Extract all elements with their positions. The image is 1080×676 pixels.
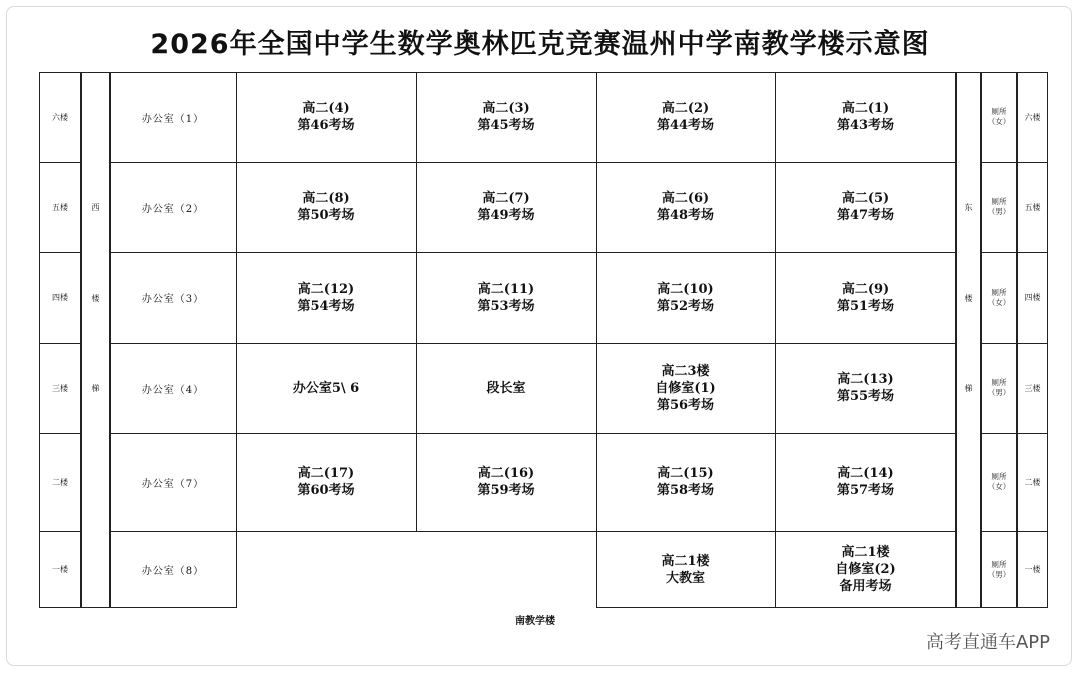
room-3f-4: 高二(13) 第55考场 <box>836 372 895 404</box>
room-2f-4: 高二(14) 第57考场 <box>836 466 895 498</box>
east-stair-char-2: 楼 <box>964 293 973 303</box>
room-6f-3: 高二(2) 第44考场 <box>656 101 715 133</box>
toilet-4f: 厕所 （女） <box>987 287 1011 307</box>
watermark: 高考直通车APP <box>925 632 1050 653</box>
room-1f-3: 高二1楼 大教室 <box>661 553 710 586</box>
east-stair-column <box>956 72 981 608</box>
toilet-6f: 厕所 （女） <box>987 107 1011 126</box>
office-4: 办公室（4） <box>141 384 205 396</box>
room-6f-4: 高二(1) 第43考场 <box>836 101 895 133</box>
room-3f-2: 段长室 <box>486 380 526 396</box>
room-2f-3: 高二(15) 第58考场 <box>656 466 715 498</box>
office-2: 办公室（2） <box>141 203 205 215</box>
toilet-5f: 厕所 （男） <box>987 197 1011 216</box>
west-stair-char-3: 梯 <box>91 383 100 393</box>
east-stair-char-1: 东 <box>964 202 973 212</box>
toilet-1f: 厕所 （男） <box>987 559 1011 579</box>
room-4f-1: 高二(12) 第54考场 <box>297 281 355 314</box>
left-floor-5: 五楼 <box>52 202 68 212</box>
west-stair-column <box>81 72 110 608</box>
right-floor-5: 五楼 <box>1024 202 1041 212</box>
toilet-3f: 厕所 （男） <box>987 378 1011 397</box>
room-2f-1: 高二(17) 第60考场 <box>297 466 355 498</box>
right-floor-3: 三楼 <box>1024 383 1041 393</box>
left-floor-3: 三楼 <box>52 383 68 393</box>
office-1: 办公室（1） <box>141 113 205 125</box>
room-5f-3: 高二(6) 第48考场 <box>656 191 715 223</box>
page-title: 2026年全国中学生数学奥林匹克竞赛温州中学南教学楼示意图 <box>150 29 930 60</box>
room-5f-1: 高二(8) 第50考场 <box>297 191 355 223</box>
building-caption: 南教学楼 <box>515 615 555 627</box>
room-6f-2: 高二(3) 第45考场 <box>477 101 535 133</box>
room-4f-3: 高二(10) 第52考场 <box>656 281 715 314</box>
left-floor-2: 二楼 <box>52 477 68 487</box>
office-7: 办公室（7） <box>141 478 205 490</box>
room-6f-1: 高二(4) 第46考场 <box>297 101 355 133</box>
west-stair-char-1: 西 <box>91 202 100 212</box>
right-floor-1: 一楼 <box>1024 565 1041 574</box>
room-2f-2: 高二(16) 第59考场 <box>477 466 535 498</box>
room-4f-4: 高二(9) 第51考场 <box>836 281 895 314</box>
toilet-2f: 厕所 （女） <box>987 472 1011 491</box>
west-stair-char-2: 楼 <box>91 293 100 303</box>
right-floor-2: 二楼 <box>1024 477 1041 487</box>
office-3: 办公室（3） <box>141 294 205 305</box>
right-floor-6: 六楼 <box>1024 112 1041 122</box>
room-3f-1: 办公室5\ 6 <box>292 380 360 396</box>
left-floor-1: 一楼 <box>52 565 68 574</box>
left-floor-6: 六楼 <box>52 112 68 122</box>
office-8: 办公室（8） <box>141 566 205 577</box>
room-5f-4: 高二(5) 第47考场 <box>836 191 895 223</box>
room-4f-2: 高二(11) 第53考场 <box>477 281 535 314</box>
right-floor-4: 四楼 <box>1024 293 1041 302</box>
room-3f-3: 高二3楼 自修室(1) 第56考场 <box>655 363 716 413</box>
east-stair-char-3: 梯 <box>964 383 973 393</box>
room-5f-2: 高二(7) 第49考场 <box>477 191 535 223</box>
room-1f-4: 高二1楼 自修室(2) 备用考场 <box>835 545 896 594</box>
left-floor-4: 四楼 <box>52 293 68 302</box>
